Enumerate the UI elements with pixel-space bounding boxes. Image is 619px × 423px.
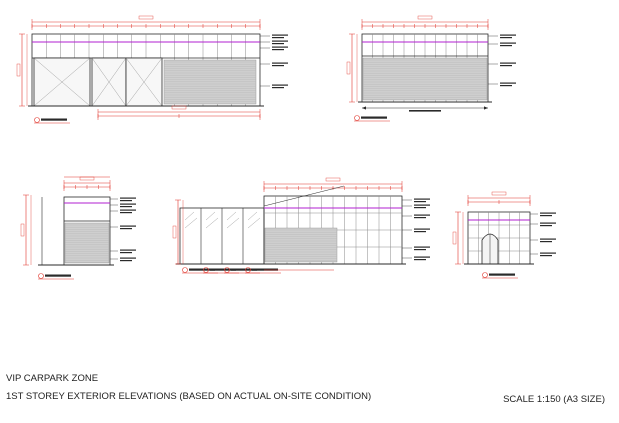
elevation-title-bubble [39, 274, 44, 279]
callout-text-mark [120, 260, 132, 261]
elevation-2 [347, 16, 516, 121]
callout-text-mark [120, 204, 136, 205]
dimension-text-mark [492, 192, 506, 195]
callout-text-mark [500, 45, 512, 46]
sheet-subtitle: 1ST STOREY EXTERIOR ELEVATIONS (BASED ON ACTUAL ON-SITE CONDITION) [6, 391, 372, 402]
dimension-text-mark [418, 16, 432, 19]
dimension-text-mark [347, 62, 350, 74]
dimension-text-mark [453, 232, 456, 244]
roller-shutter [65, 223, 109, 263]
elevation-title-bubble [35, 118, 40, 123]
callout-text-mark [120, 198, 136, 199]
dimension-text-mark [80, 177, 94, 180]
glass-reflection [185, 212, 194, 220]
callout-text-mark [414, 199, 430, 200]
callout-text-mark [120, 228, 132, 229]
callout-text-mark [272, 65, 284, 66]
callout-text-mark [272, 43, 284, 44]
callout-text-mark [500, 63, 516, 64]
callout-text-mark [272, 63, 288, 64]
callout-text-mark [500, 65, 512, 66]
glass-reflection [227, 212, 236, 220]
callout-text-mark [540, 213, 556, 214]
elevation-3 [21, 177, 136, 279]
callout-text-mark [120, 252, 132, 253]
callout-text-mark [414, 217, 426, 218]
elevation-title-mark [361, 117, 387, 119]
elevation-5 [453, 192, 556, 278]
glass-reflection [227, 218, 239, 228]
callout-text-mark [500, 37, 512, 38]
callout-text-mark [414, 229, 430, 230]
callout-text-mark [414, 259, 426, 260]
callout-text-mark [500, 85, 512, 86]
callout-text-mark [120, 226, 136, 227]
roller-shutter [164, 60, 256, 104]
elevation-title-mark [489, 274, 515, 276]
callout-text-mark [414, 205, 430, 206]
callout-text-mark [540, 215, 552, 216]
run-dimension-arrow [484, 106, 488, 109]
callout-text-mark [540, 241, 552, 242]
callout-text-mark [414, 257, 430, 258]
callout-text-mark [272, 87, 284, 88]
dimension-text-mark [326, 178, 340, 181]
dimension-text-mark [17, 64, 20, 76]
callout-text-mark [500, 83, 516, 84]
callout-text-mark [500, 43, 516, 44]
callout-text-mark [540, 223, 556, 224]
elevation-title-mark [252, 269, 278, 271]
callout-text-mark [540, 253, 556, 254]
callout-text-mark [540, 225, 552, 226]
elevation-title-bubble [355, 116, 360, 121]
callout-text-mark [120, 212, 132, 213]
callout-text-mark [120, 200, 132, 201]
glass-reflection [248, 218, 260, 228]
glass-reflection [206, 218, 218, 228]
callout-text-mark [120, 258, 136, 259]
elevation-title-mark [45, 275, 71, 277]
callout-text-mark [414, 249, 426, 250]
zone-title: VIP CARPARK ZONE [6, 373, 99, 384]
glass-reflection [185, 218, 197, 228]
callout-text-mark [272, 49, 284, 50]
callout-text-mark [500, 35, 516, 36]
elevation-title-bubble [483, 273, 488, 278]
elevation-title-bubble [183, 268, 188, 273]
dimension-text-mark [21, 224, 24, 236]
dimension-text-mark [173, 226, 176, 238]
callout-text-mark [272, 37, 284, 38]
callout-text-mark [414, 247, 430, 248]
callout-text-mark [272, 41, 288, 42]
callout-text-mark [414, 207, 426, 208]
glass-reflection [248, 212, 257, 220]
callout-text-mark [120, 210, 136, 211]
callout-text-mark [120, 250, 136, 251]
elevation-4 [173, 178, 430, 273]
callout-text-mark [540, 255, 552, 256]
callout-text-mark [414, 231, 426, 232]
scale-note: SCALE 1:150 (A3 SIZE) [503, 394, 605, 405]
callout-text-mark [414, 201, 426, 202]
callout-text-mark [540, 239, 556, 240]
dimension-text-mark [139, 16, 153, 19]
run-dimension-arrow [362, 106, 366, 109]
run-dimension-text-mark [409, 110, 441, 112]
callout-text-mark [272, 47, 288, 48]
glass-reflection [206, 212, 215, 220]
roller-shutter [265, 228, 337, 262]
callout-text-mark [414, 215, 430, 216]
callout-text-mark [272, 85, 288, 86]
callout-text-mark [120, 206, 132, 207]
elevation-title-mark [41, 119, 67, 121]
elevation-1 [17, 16, 288, 123]
callout-text-mark [272, 35, 288, 36]
